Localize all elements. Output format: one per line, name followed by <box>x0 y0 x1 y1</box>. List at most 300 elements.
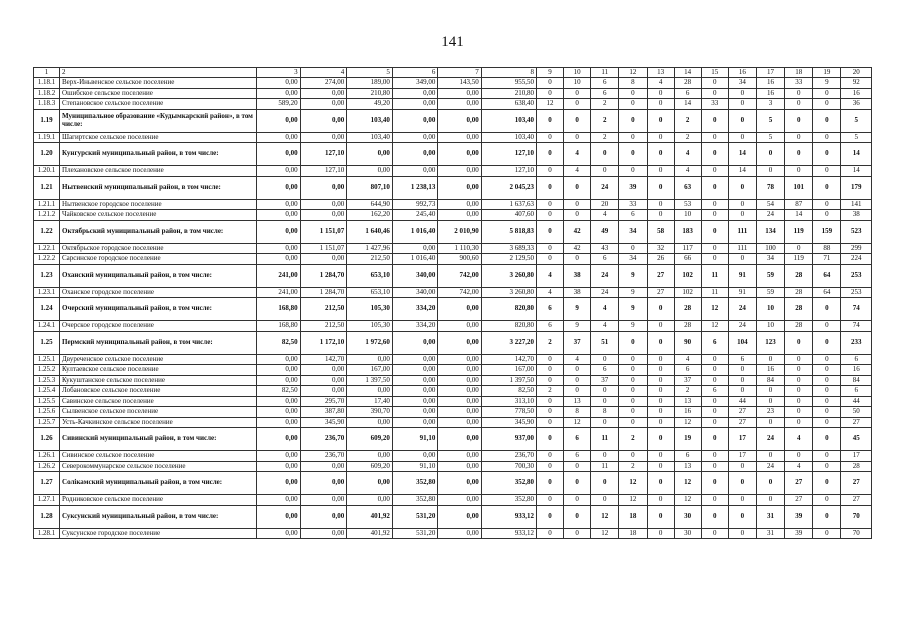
row-code-cell: 1.25.3 <box>34 375 60 386</box>
value-cell: 78 <box>756 176 784 199</box>
value-cell: 71 <box>813 254 841 265</box>
value-cell: 6 <box>701 386 728 397</box>
value-cell: 0 <box>564 99 591 110</box>
value-cell: 28 <box>785 321 813 332</box>
value-cell: 102 <box>674 287 701 298</box>
value-cell: 0,00 <box>257 365 300 376</box>
settlement-row <box>34 375 872 386</box>
value-cell: 0,00 <box>392 417 438 428</box>
row-code-cell: 1.26.2 <box>34 461 60 472</box>
value-cell: 0 <box>728 210 756 221</box>
value-cell: 0 <box>813 451 841 462</box>
value-cell: 6 <box>564 451 591 462</box>
value-cell: 12 <box>536 99 563 110</box>
value-cell: 0,00 <box>300 254 347 265</box>
value-cell: 34 <box>728 78 756 89</box>
value-cell: 127,10 <box>481 166 536 177</box>
value-cell: 0 <box>728 365 756 376</box>
row-code-cell: 1.27 <box>34 472 60 495</box>
value-cell: 0,00 <box>438 99 481 110</box>
row-name-cell: Кунгурский муниципальный район, в том числе: <box>60 143 257 166</box>
value-cell: 44 <box>728 396 756 407</box>
value-cell: 0,00 <box>392 99 438 110</box>
value-cell: 352,80 <box>392 472 438 495</box>
value-cell: 0 <box>647 417 674 428</box>
value-cell: 0,00 <box>392 331 438 354</box>
value-cell: 0 <box>619 88 647 99</box>
value-cell: 245,40 <box>392 210 438 221</box>
value-cell: 0 <box>647 176 674 199</box>
value-cell: 8 <box>564 407 591 418</box>
value-cell: 700,30 <box>481 461 536 472</box>
value-cell: 0 <box>813 109 841 132</box>
value-cell: 0 <box>728 109 756 132</box>
value-cell: 34 <box>756 254 784 265</box>
value-cell: 142,70 <box>481 354 536 365</box>
value-cell: 0 <box>701 210 728 221</box>
value-cell: 0 <box>701 166 728 177</box>
value-cell: 0 <box>536 428 563 451</box>
value-cell: 10 <box>756 321 784 332</box>
value-cell: 119 <box>785 254 813 265</box>
value-cell: 340,00 <box>392 264 438 287</box>
value-cell: 24 <box>756 428 784 451</box>
value-cell: 33 <box>785 78 813 89</box>
value-cell: 0,00 <box>392 396 438 407</box>
value-cell: 0 <box>701 199 728 210</box>
value-cell: 91 <box>728 264 756 287</box>
row-name-cell: Усть-Качкинское сельское поселение <box>60 417 257 428</box>
value-cell: 0,00 <box>300 99 347 110</box>
value-cell: 167,00 <box>481 365 536 376</box>
value-cell: 6 <box>841 386 872 397</box>
value-cell: 16 <box>756 88 784 99</box>
value-cell: 0 <box>647 298 674 321</box>
value-cell: 12 <box>619 495 647 506</box>
row-name-cell: Лобановское сельское поселение <box>60 386 257 397</box>
value-cell: 0 <box>647 386 674 397</box>
value-cell: 0,00 <box>438 375 481 386</box>
value-cell: 653,10 <box>347 264 393 287</box>
value-cell: 0 <box>647 331 674 354</box>
value-cell: 0 <box>536 243 563 254</box>
value-cell: 1 016,40 <box>392 220 438 243</box>
value-cell: 0,00 <box>438 461 481 472</box>
value-cell: 12 <box>591 505 619 528</box>
value-cell: 0 <box>701 407 728 418</box>
value-cell: 937,00 <box>481 428 536 451</box>
value-cell: 0,00 <box>257 472 300 495</box>
value-cell: 0,00 <box>347 417 393 428</box>
value-cell: 349,00 <box>392 78 438 89</box>
value-cell: 1 427,96 <box>347 243 393 254</box>
settlement-row <box>34 287 872 298</box>
value-cell: 54 <box>756 199 784 210</box>
value-cell: 0,00 <box>300 461 347 472</box>
value-cell: 820,80 <box>481 298 536 321</box>
value-cell: 523 <box>841 220 872 243</box>
value-cell: 18 <box>785 68 813 78</box>
value-cell: 0 <box>701 78 728 89</box>
value-cell: 644,90 <box>347 199 393 210</box>
value-cell: 0 <box>813 528 841 539</box>
value-cell: 27 <box>841 472 872 495</box>
value-cell: 0,00 <box>392 386 438 397</box>
value-cell: 0 <box>701 461 728 472</box>
value-cell: 6 <box>392 68 438 78</box>
value-cell: 16 <box>841 88 872 99</box>
value-cell: 9 <box>619 321 647 332</box>
value-cell: 82,50 <box>481 386 536 397</box>
value-cell: 0 <box>564 386 591 397</box>
value-cell: 119 <box>785 220 813 243</box>
value-cell: 0,00 <box>347 495 393 506</box>
value-cell: 0 <box>701 109 728 132</box>
value-cell: 27 <box>647 287 674 298</box>
value-cell: 0 <box>813 461 841 472</box>
value-cell: 0,00 <box>257 417 300 428</box>
row-code-cell: 1.19.1 <box>34 132 60 143</box>
value-cell: 0,00 <box>438 132 481 143</box>
value-cell: 3 260,80 <box>481 287 536 298</box>
value-cell: 1 110,30 <box>438 243 481 254</box>
value-cell: 0 <box>564 210 591 221</box>
value-cell: 0 <box>813 354 841 365</box>
value-cell: 0 <box>536 472 563 495</box>
value-cell: 123 <box>756 331 784 354</box>
value-cell: 0 <box>647 143 674 166</box>
value-cell: 179 <box>841 176 872 199</box>
value-cell: 0,00 <box>257 166 300 177</box>
value-cell: 0 <box>647 505 674 528</box>
value-cell: 0,00 <box>300 528 347 539</box>
value-cell: 1 172,10 <box>300 331 347 354</box>
value-cell: 24 <box>728 321 756 332</box>
value-cell: 0 <box>728 99 756 110</box>
value-cell: 313,10 <box>481 396 536 407</box>
value-cell: 103,40 <box>481 132 536 143</box>
value-cell: 0 <box>536 451 563 462</box>
value-cell: 653,10 <box>347 287 393 298</box>
value-cell: 0,00 <box>438 354 481 365</box>
value-cell: 0,00 <box>257 528 300 539</box>
value-cell: 0 <box>813 132 841 143</box>
value-cell: 0,00 <box>392 365 438 376</box>
value-cell: 0 <box>701 220 728 243</box>
value-cell: 111 <box>728 243 756 254</box>
value-cell: 0,00 <box>257 396 300 407</box>
value-cell: 531,20 <box>392 505 438 528</box>
value-cell: 105,30 <box>347 321 393 332</box>
value-cell: 0,00 <box>347 166 393 177</box>
value-cell: 9 <box>564 321 591 332</box>
value-cell: 390,70 <box>347 407 393 418</box>
value-cell: 9 <box>619 264 647 287</box>
settlement-row <box>34 166 872 177</box>
settlement-row <box>34 451 872 462</box>
value-cell: 44 <box>841 396 872 407</box>
value-cell: 0 <box>647 375 674 386</box>
value-cell: 91 <box>728 287 756 298</box>
value-cell: 0,00 <box>347 472 393 495</box>
row-name-cell: 2 <box>60 68 257 78</box>
value-cell: 0 <box>536 88 563 99</box>
value-cell: 24 <box>591 287 619 298</box>
value-cell: 0 <box>564 505 591 528</box>
value-cell: 0 <box>728 254 756 265</box>
value-cell: 6 <box>841 354 872 365</box>
settlement-row <box>34 254 872 265</box>
value-cell: 0 <box>813 407 841 418</box>
value-cell: 0,00 <box>347 143 393 166</box>
value-cell: 0,00 <box>300 199 347 210</box>
value-cell: 0 <box>785 417 813 428</box>
value-cell: 0 <box>701 505 728 528</box>
value-cell: 5 <box>841 132 872 143</box>
value-cell: 0 <box>591 386 619 397</box>
value-cell: 1 397,50 <box>347 375 393 386</box>
value-cell: 51 <box>591 331 619 354</box>
value-cell: 0 <box>785 109 813 132</box>
value-cell: 4 <box>674 354 701 365</box>
row-name-cell: Култаевское сельское поселение <box>60 365 257 376</box>
value-cell: 0 <box>619 417 647 428</box>
value-cell: 0 <box>756 396 784 407</box>
value-cell: 5 <box>347 68 393 78</box>
value-cell: 17 <box>756 68 784 78</box>
value-cell: 16 <box>756 78 784 89</box>
row-code-cell: 1.24.1 <box>34 321 60 332</box>
value-cell: 0,00 <box>257 407 300 418</box>
value-cell: 189,00 <box>347 78 393 89</box>
value-cell: 0 <box>728 132 756 143</box>
value-cell: 0 <box>647 199 674 210</box>
value-cell: 0,00 <box>438 528 481 539</box>
value-cell: 0 <box>701 396 728 407</box>
value-cell: 183 <box>674 220 701 243</box>
value-cell: 0 <box>591 396 619 407</box>
value-cell: 0 <box>701 375 728 386</box>
value-cell: 16 <box>728 68 756 78</box>
value-cell: 42 <box>564 243 591 254</box>
district-total-row <box>34 298 872 321</box>
settlement-row <box>34 99 872 110</box>
district-total-row <box>34 505 872 528</box>
value-cell: 0,00 <box>300 386 347 397</box>
value-cell: 0 <box>756 451 784 462</box>
value-cell: 742,00 <box>438 287 481 298</box>
value-cell: 0 <box>813 88 841 99</box>
value-cell: 233 <box>841 331 872 354</box>
value-cell: 64 <box>813 287 841 298</box>
settlement-row <box>34 354 872 365</box>
value-cell: 253 <box>841 264 872 287</box>
value-cell: 0 <box>813 166 841 177</box>
value-cell: 37 <box>591 375 619 386</box>
value-cell: 50 <box>841 407 872 418</box>
value-cell: 6 <box>619 210 647 221</box>
value-cell: 1 284,70 <box>300 264 347 287</box>
value-cell: 11 <box>701 264 728 287</box>
value-cell: 14 <box>728 143 756 166</box>
value-cell: 12 <box>674 417 701 428</box>
value-cell: 0,00 <box>438 298 481 321</box>
row-code-cell: 1.18.3 <box>34 99 60 110</box>
value-cell: 2 <box>536 331 563 354</box>
value-cell: 253 <box>841 287 872 298</box>
row-name-cell: Сивинское сельское поселение <box>60 451 257 462</box>
value-cell: 0 <box>785 99 813 110</box>
value-cell: 0 <box>647 365 674 376</box>
row-name-cell: Оханский муниципальный район, в том числе: <box>60 264 257 287</box>
row-code-cell: 1.20 <box>34 143 60 166</box>
value-cell: 19 <box>674 428 701 451</box>
value-cell: 0 <box>701 365 728 376</box>
value-cell: 0 <box>564 375 591 386</box>
value-cell: 0 <box>647 166 674 177</box>
value-cell: 0 <box>564 199 591 210</box>
value-cell: 141 <box>841 199 872 210</box>
value-cell: 0 <box>647 321 674 332</box>
value-cell: 0,00 <box>438 143 481 166</box>
value-cell: 28 <box>785 287 813 298</box>
value-cell: 0 <box>536 254 563 265</box>
value-cell: 212,50 <box>347 254 393 265</box>
value-cell: 0 <box>564 365 591 376</box>
value-cell: 0,00 <box>438 417 481 428</box>
settlement-row <box>34 199 872 210</box>
value-cell: 37 <box>674 375 701 386</box>
value-cell: 27 <box>841 417 872 428</box>
value-cell: 7 <box>438 68 481 78</box>
value-cell: 5 <box>756 132 784 143</box>
value-cell: 2 <box>591 109 619 132</box>
value-cell: 0 <box>536 109 563 132</box>
value-cell: 0 <box>564 528 591 539</box>
value-cell: 12 <box>674 495 701 506</box>
value-cell: 12 <box>701 321 728 332</box>
value-cell: 299 <box>841 243 872 254</box>
value-cell: 17 <box>728 428 756 451</box>
value-cell: 142,70 <box>300 354 347 365</box>
value-cell: 12 <box>619 472 647 495</box>
value-cell: 0,00 <box>392 166 438 177</box>
value-cell: 0 <box>619 407 647 418</box>
value-cell: 0 <box>619 166 647 177</box>
value-cell: 14 <box>841 166 872 177</box>
value-cell: 0 <box>619 386 647 397</box>
value-cell: 4 <box>536 264 563 287</box>
value-cell: 0 <box>701 176 728 199</box>
value-cell: 0 <box>591 495 619 506</box>
value-cell: 0,00 <box>438 428 481 451</box>
value-cell: 0,00 <box>257 428 300 451</box>
value-cell: 9 <box>564 298 591 321</box>
value-cell: 0,00 <box>438 321 481 332</box>
value-cell: 609,20 <box>347 461 393 472</box>
value-cell: 0,00 <box>300 472 347 495</box>
value-cell: 0 <box>564 495 591 506</box>
value-cell: 0 <box>536 495 563 506</box>
value-cell: 0 <box>647 99 674 110</box>
value-cell: 143,50 <box>438 78 481 89</box>
district-total-row <box>34 428 872 451</box>
row-code-cell: 1.25.4 <box>34 386 60 397</box>
value-cell: 638,40 <box>481 99 536 110</box>
value-cell: 0,00 <box>257 243 300 254</box>
row-code-cell: 1.21 <box>34 176 60 199</box>
value-cell: 28 <box>841 461 872 472</box>
value-cell: 74 <box>841 298 872 321</box>
value-cell: 407,60 <box>481 210 536 221</box>
value-cell: 2 045,23 <box>481 176 536 199</box>
row-code-cell: 1.21.2 <box>34 210 60 221</box>
value-cell: 0 <box>564 254 591 265</box>
value-cell: 0 <box>647 461 674 472</box>
value-cell: 11 <box>591 428 619 451</box>
value-cell: 17 <box>728 451 756 462</box>
row-code-cell: 1.28.1 <box>34 528 60 539</box>
value-cell: 212,50 <box>300 298 347 321</box>
value-cell: 24 <box>756 210 784 221</box>
value-cell: 38 <box>564 264 591 287</box>
value-cell: 28 <box>674 78 701 89</box>
value-cell: 15 <box>701 68 728 78</box>
value-cell: 0,00 <box>438 396 481 407</box>
value-cell: 0 <box>728 472 756 495</box>
value-cell: 4 <box>591 321 619 332</box>
value-cell: 0 <box>647 109 674 132</box>
value-cell: 0 <box>536 417 563 428</box>
value-cell: 0,00 <box>392 451 438 462</box>
value-cell: 236,70 <box>481 451 536 462</box>
row-code-cell: 1.22 <box>34 220 60 243</box>
value-cell: 0 <box>701 495 728 506</box>
value-cell: 49,20 <box>347 99 393 110</box>
value-cell: 0 <box>785 243 813 254</box>
row-code-cell: 1.20.1 <box>34 166 60 177</box>
value-cell: 0 <box>619 99 647 110</box>
data-table <box>33 67 872 539</box>
value-cell: 0 <box>536 528 563 539</box>
value-cell: 10 <box>564 78 591 89</box>
value-cell: 820,80 <box>481 321 536 332</box>
value-cell: 352,80 <box>481 472 536 495</box>
value-cell: 0 <box>813 331 841 354</box>
value-cell: 10 <box>756 298 784 321</box>
row-name-cell: Солікамский муниципальный район, в том числе: <box>60 472 257 495</box>
value-cell: 26 <box>647 254 674 265</box>
value-cell: 0 <box>647 88 674 99</box>
value-cell: 0 <box>813 472 841 495</box>
value-cell: 0 <box>728 495 756 506</box>
district-total-row <box>34 220 872 243</box>
value-cell: 14 <box>728 166 756 177</box>
value-cell: 101 <box>785 176 813 199</box>
value-cell: 0 <box>813 143 841 166</box>
row-name-cell: Суксунский муниципальный район, в том числе: <box>60 505 257 528</box>
value-cell: 0 <box>619 451 647 462</box>
value-cell: 0 <box>813 505 841 528</box>
value-cell: 127,10 <box>481 143 536 166</box>
value-cell: 23 <box>756 407 784 418</box>
value-cell: 0 <box>619 375 647 386</box>
value-cell: 33 <box>701 99 728 110</box>
row-code-cell: 1.23 <box>34 264 60 287</box>
row-code-cell: 1.26.1 <box>34 451 60 462</box>
district-total-row <box>34 264 872 287</box>
value-cell: 0 <box>536 78 563 89</box>
